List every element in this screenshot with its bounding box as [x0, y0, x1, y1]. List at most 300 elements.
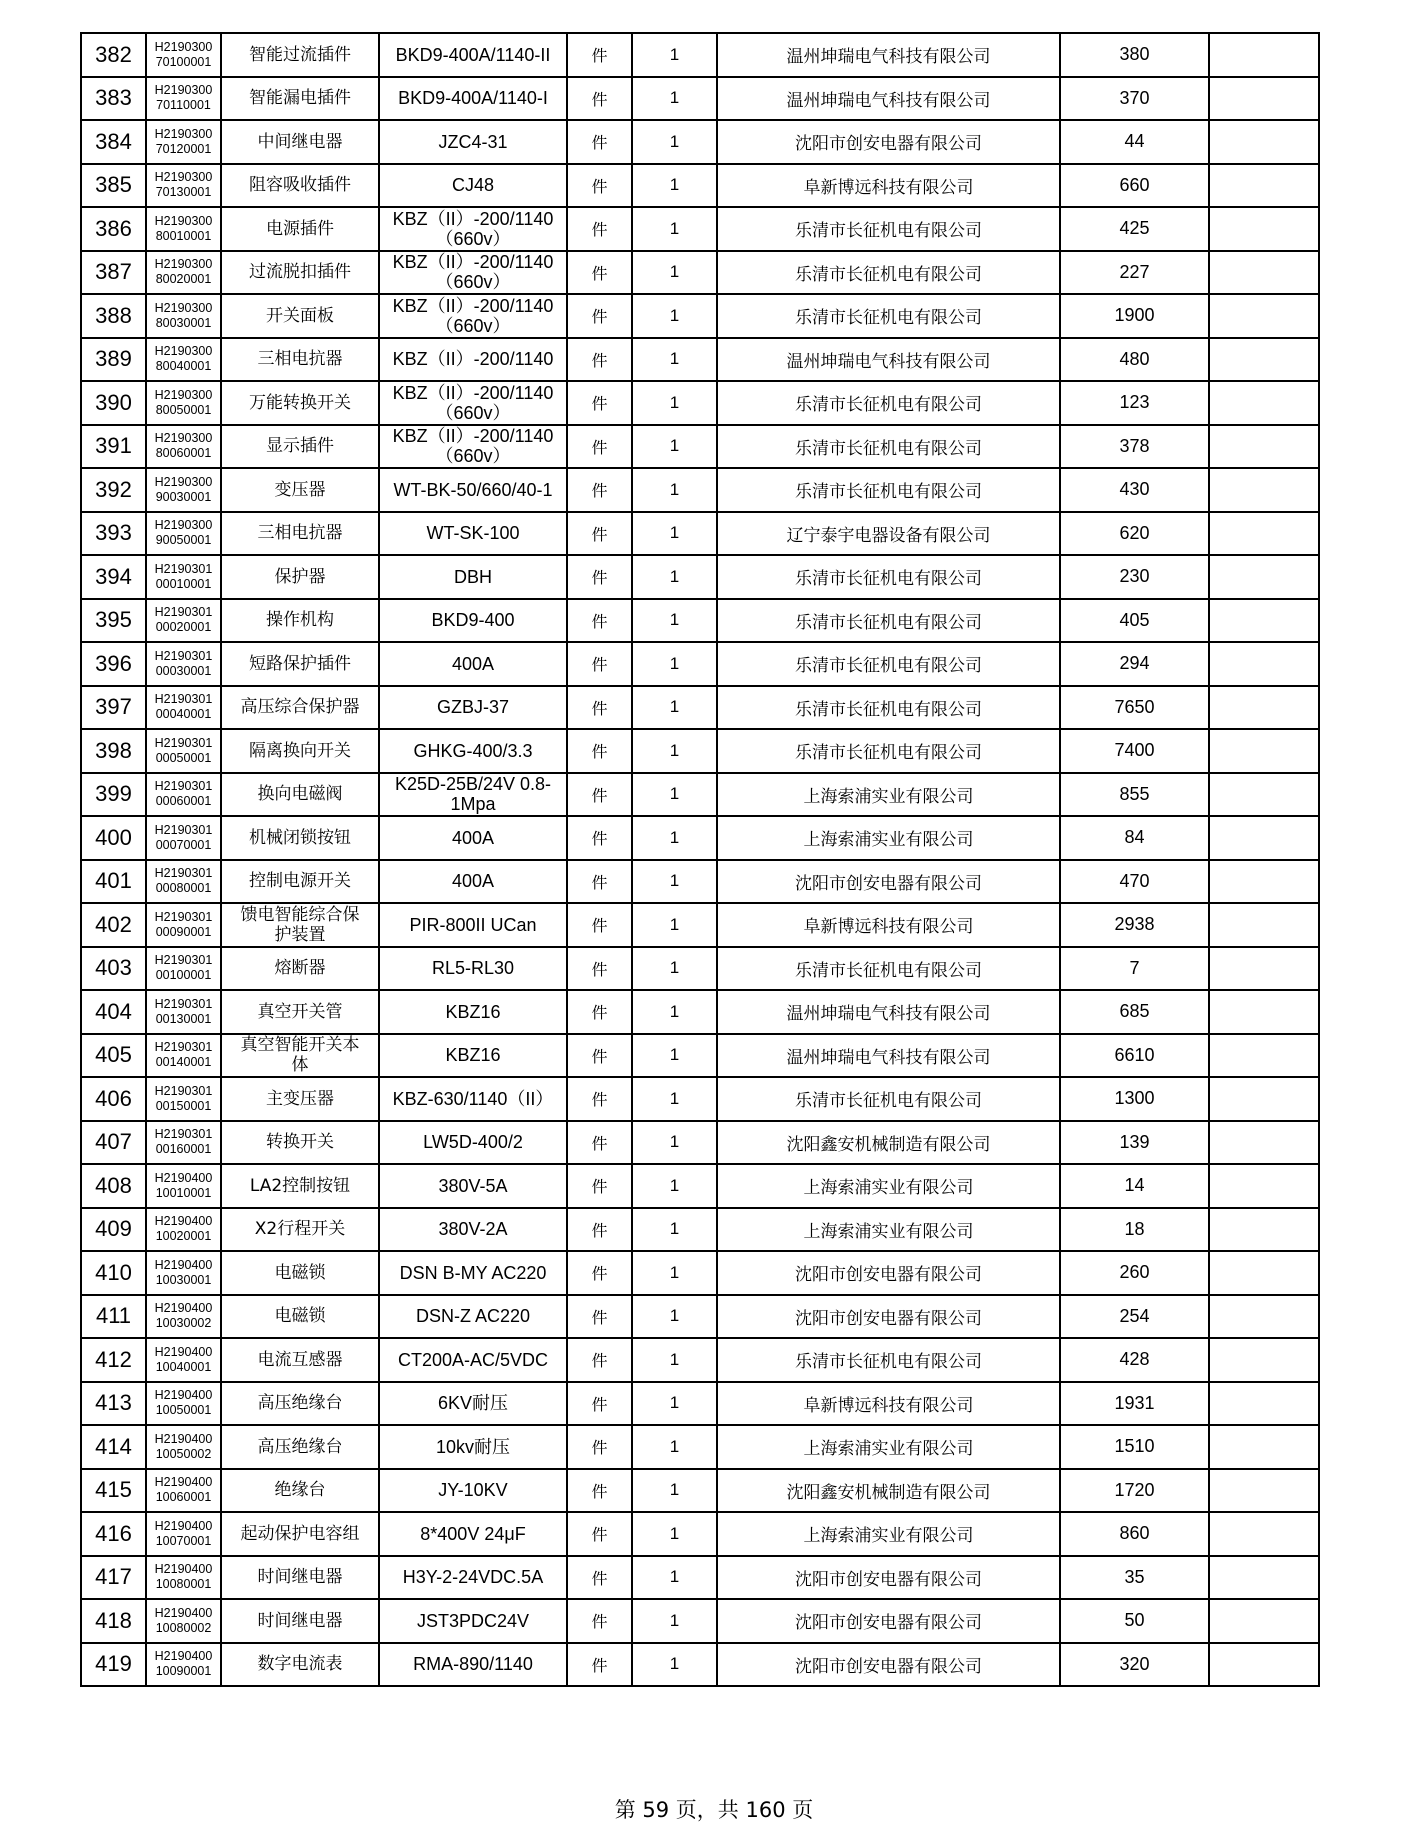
remark-cell — [1209, 468, 1319, 512]
remark-cell — [1209, 555, 1319, 599]
row-number-cell: 411 — [81, 1295, 146, 1339]
material-code-cell: H2190301 00010001 — [146, 555, 221, 599]
model-spec-cell: 380V-2A — [379, 1208, 567, 1252]
item-name-cell: 起动保护电容组 — [221, 1512, 379, 1556]
item-name-cell: 智能漏电插件 — [221, 77, 379, 121]
material-code-cell: H2190400 10080002 — [146, 1599, 221, 1643]
row-number-cell: 409 — [81, 1208, 146, 1252]
material-code-cell: H2190301 00070001 — [146, 816, 221, 860]
item-name-cell: 主变压器 — [221, 1077, 379, 1121]
table-row — [81, 338, 1319, 382]
unit-price-cell: 260 — [1060, 1251, 1209, 1295]
unit-price-cell: 470 — [1060, 860, 1209, 904]
unit-cell: 件 — [567, 1338, 632, 1382]
remark-cell — [1209, 1425, 1319, 1469]
model-spec-cell: JY-10KV — [379, 1469, 567, 1513]
row-number-cell: 395 — [81, 599, 146, 643]
unit-price-cell: 860 — [1060, 1512, 1209, 1556]
item-name-cell: 开关面板 — [221, 294, 379, 338]
supplier-cell: 乐清市长征机电有限公司 — [717, 642, 1060, 686]
row-number-cell: 383 — [81, 77, 146, 121]
quantity-cell: 1 — [632, 1164, 717, 1208]
row-number-cell: 387 — [81, 251, 146, 295]
supplier-cell: 乐清市长征机电有限公司 — [717, 947, 1060, 991]
unit-cell: 件 — [567, 338, 632, 382]
table-row — [81, 1599, 1319, 1643]
supplier-cell: 上海索浦实业有限公司 — [717, 1164, 1060, 1208]
model-spec-cell: 400A — [379, 816, 567, 860]
model-spec-cell: LW5D-400/2 — [379, 1121, 567, 1165]
quantity-cell: 1 — [632, 642, 717, 686]
supplier-cell: 阜新博远科技有限公司 — [717, 164, 1060, 208]
table-row — [81, 1469, 1319, 1513]
quantity-cell: 1 — [632, 1643, 717, 1687]
material-code-cell: H2190300 90030001 — [146, 468, 221, 512]
supplier-cell: 温州坤瑞电气科技有限公司 — [717, 1034, 1060, 1078]
unit-price-cell: 1931 — [1060, 1382, 1209, 1426]
material-code-cell: H2190400 10010001 — [146, 1164, 221, 1208]
material-code-cell: H2190301 00150001 — [146, 1077, 221, 1121]
row-number-cell: 402 — [81, 903, 146, 947]
quantity-cell: 1 — [632, 33, 717, 77]
remark-cell — [1209, 1034, 1319, 1078]
row-number-cell: 408 — [81, 1164, 146, 1208]
row-number-cell: 382 — [81, 33, 146, 77]
unit-price-cell: 660 — [1060, 164, 1209, 208]
unit-price-cell: 294 — [1060, 642, 1209, 686]
remark-cell — [1209, 338, 1319, 382]
parts-price-table — [80, 32, 1320, 1687]
row-number-cell: 404 — [81, 990, 146, 1034]
unit-cell: 件 — [567, 1034, 632, 1078]
material-code-cell: H2190300 70120001 — [146, 120, 221, 164]
model-spec-cell: KBZ（II）-200/1140 — [379, 338, 567, 382]
row-number-cell: 399 — [81, 773, 146, 817]
material-code-cell: H2190400 10050002 — [146, 1425, 221, 1469]
model-spec-cell: GHKG-400/3.3 — [379, 729, 567, 773]
model-spec-cell: BKD9-400 — [379, 599, 567, 643]
supplier-cell: 乐清市长征机电有限公司 — [717, 294, 1060, 338]
item-name-cell: 数字电流表 — [221, 1643, 379, 1687]
model-spec-cell: KBZ（II）-200/1140 （660v） — [379, 425, 567, 469]
material-code-cell: H2190301 00080001 — [146, 860, 221, 904]
table-row — [81, 251, 1319, 295]
supplier-cell: 沈阳市创安电器有限公司 — [717, 1295, 1060, 1339]
remark-cell — [1209, 512, 1319, 556]
unit-cell: 件 — [567, 642, 632, 686]
remark-cell — [1209, 1643, 1319, 1687]
unit-price-cell: 425 — [1060, 207, 1209, 251]
model-spec-cell: BKD9-400A/1140-II — [379, 33, 567, 77]
supplier-cell: 上海索浦实业有限公司 — [717, 1425, 1060, 1469]
table-row — [81, 686, 1319, 730]
quantity-cell: 1 — [632, 77, 717, 121]
material-code-cell: H2190400 10050001 — [146, 1382, 221, 1426]
unit-price-cell: 320 — [1060, 1643, 1209, 1687]
model-spec-cell: 400A — [379, 642, 567, 686]
unit-price-cell: 7400 — [1060, 729, 1209, 773]
row-number-cell: 398 — [81, 729, 146, 773]
model-spec-cell: 400A — [379, 860, 567, 904]
material-code-cell: H2190301 00060001 — [146, 773, 221, 817]
material-code-cell: H2190301 00140001 — [146, 1034, 221, 1078]
quantity-cell: 1 — [632, 599, 717, 643]
material-code-cell: H2190400 10020001 — [146, 1208, 221, 1252]
unit-cell: 件 — [567, 251, 632, 295]
table-row — [81, 773, 1319, 817]
table-row — [81, 425, 1319, 469]
unit-price-cell: 18 — [1060, 1208, 1209, 1252]
item-name-cell: LA2控制按钮 — [221, 1164, 379, 1208]
table-row — [81, 947, 1319, 991]
remark-cell — [1209, 729, 1319, 773]
unit-price-cell: 44 — [1060, 120, 1209, 164]
item-name-cell: 高压绝缘台 — [221, 1382, 379, 1426]
table-row — [81, 599, 1319, 643]
unit-cell: 件 — [567, 1295, 632, 1339]
remark-cell — [1209, 33, 1319, 77]
table-row — [81, 1121, 1319, 1165]
row-number-cell: 393 — [81, 512, 146, 556]
supplier-cell: 乐清市长征机电有限公司 — [717, 381, 1060, 425]
material-code-cell: H2190301 00020001 — [146, 599, 221, 643]
unit-price-cell: 2938 — [1060, 903, 1209, 947]
table-row — [81, 1077, 1319, 1121]
table-body — [81, 33, 1319, 1686]
row-number-cell: 397 — [81, 686, 146, 730]
unit-price-cell: 1900 — [1060, 294, 1209, 338]
supplier-cell: 乐清市长征机电有限公司 — [717, 425, 1060, 469]
row-number-cell: 412 — [81, 1338, 146, 1382]
item-name-cell: 时间继电器 — [221, 1599, 379, 1643]
quantity-cell: 1 — [632, 294, 717, 338]
item-name-cell: 高压绝缘台 — [221, 1425, 379, 1469]
item-name-cell: 三相电抗器 — [221, 512, 379, 556]
unit-price-cell: 620 — [1060, 512, 1209, 556]
table-row — [81, 729, 1319, 773]
remark-cell — [1209, 1295, 1319, 1339]
model-spec-cell: CJ48 — [379, 164, 567, 208]
material-code-cell: H2190400 10080001 — [146, 1556, 221, 1600]
item-name-cell: 电流互感器 — [221, 1338, 379, 1382]
unit-cell: 件 — [567, 903, 632, 947]
table-row — [81, 1556, 1319, 1600]
row-number-cell: 419 — [81, 1643, 146, 1687]
supplier-cell: 阜新博远科技有限公司 — [717, 903, 1060, 947]
remark-cell — [1209, 1338, 1319, 1382]
model-spec-cell: PIR-800II UCan — [379, 903, 567, 947]
quantity-cell: 1 — [632, 1121, 717, 1165]
material-code-cell: H2190400 10060001 — [146, 1469, 221, 1513]
unit-cell: 件 — [567, 33, 632, 77]
model-spec-cell: KBZ（II）-200/1140 （660v） — [379, 251, 567, 295]
unit-cell: 件 — [567, 1208, 632, 1252]
remark-cell — [1209, 1208, 1319, 1252]
quantity-cell: 1 — [632, 251, 717, 295]
table-row — [81, 1208, 1319, 1252]
remark-cell — [1209, 251, 1319, 295]
supplier-cell: 沈阳市创安电器有限公司 — [717, 1251, 1060, 1295]
item-name-cell: 电源插件 — [221, 207, 379, 251]
table-row — [81, 860, 1319, 904]
material-code-cell: H2190400 10090001 — [146, 1643, 221, 1687]
material-code-cell: H2190301 00160001 — [146, 1121, 221, 1165]
quantity-cell: 1 — [632, 1382, 717, 1426]
unit-cell: 件 — [567, 816, 632, 860]
quantity-cell: 1 — [632, 1425, 717, 1469]
item-name-cell: 转换开关 — [221, 1121, 379, 1165]
quantity-cell: 1 — [632, 1469, 717, 1513]
unit-price-cell: 50 — [1060, 1599, 1209, 1643]
unit-price-cell: 370 — [1060, 77, 1209, 121]
unit-cell: 件 — [567, 512, 632, 556]
unit-price-cell: 139 — [1060, 1121, 1209, 1165]
table-row — [81, 903, 1319, 947]
unit-price-cell: 685 — [1060, 990, 1209, 1034]
quantity-cell: 1 — [632, 1599, 717, 1643]
model-spec-cell: RMA-890/1140 — [379, 1643, 567, 1687]
unit-cell: 件 — [567, 1251, 632, 1295]
supplier-cell: 温州坤瑞电气科技有限公司 — [717, 338, 1060, 382]
remark-cell — [1209, 642, 1319, 686]
supplier-cell: 乐清市长征机电有限公司 — [717, 251, 1060, 295]
item-name-cell: 机械闭锁按钮 — [221, 816, 379, 860]
item-name-cell: 过流脱扣插件 — [221, 251, 379, 295]
unit-price-cell: 480 — [1060, 338, 1209, 382]
material-code-cell: H2190301 00090001 — [146, 903, 221, 947]
quantity-cell: 1 — [632, 1512, 717, 1556]
model-spec-cell: 6KV耐压 — [379, 1382, 567, 1426]
unit-price-cell: 35 — [1060, 1556, 1209, 1600]
row-number-cell: 405 — [81, 1034, 146, 1078]
row-number-cell: 414 — [81, 1425, 146, 1469]
quantity-cell: 1 — [632, 1556, 717, 1600]
row-number-cell: 392 — [81, 468, 146, 512]
supplier-cell: 乐清市长征机电有限公司 — [717, 468, 1060, 512]
model-spec-cell: H3Y-2-24VDC.5A — [379, 1556, 567, 1600]
item-name-cell: 保护器 — [221, 555, 379, 599]
remark-cell — [1209, 1599, 1319, 1643]
unit-cell: 件 — [567, 1643, 632, 1687]
model-spec-cell: JST3PDC24V — [379, 1599, 567, 1643]
unit-cell: 件 — [567, 686, 632, 730]
row-number-cell: 394 — [81, 555, 146, 599]
table-row — [81, 1295, 1319, 1339]
model-spec-cell: GZBJ-37 — [379, 686, 567, 730]
unit-cell: 件 — [567, 1469, 632, 1513]
material-code-cell: H2190301 00040001 — [146, 686, 221, 730]
remark-cell — [1209, 1556, 1319, 1600]
quantity-cell: 1 — [632, 990, 717, 1034]
row-number-cell: 403 — [81, 947, 146, 991]
remark-cell — [1209, 860, 1319, 904]
supplier-cell: 乐清市长征机电有限公司 — [717, 555, 1060, 599]
item-name-cell: 智能过流插件 — [221, 33, 379, 77]
item-name-cell: 电磁锁 — [221, 1251, 379, 1295]
quantity-cell: 1 — [632, 1208, 717, 1252]
supplier-cell: 上海索浦实业有限公司 — [717, 1512, 1060, 1556]
unit-price-cell: 430 — [1060, 468, 1209, 512]
remark-cell — [1209, 164, 1319, 208]
item-name-cell: 中间继电器 — [221, 120, 379, 164]
row-number-cell: 410 — [81, 1251, 146, 1295]
item-name-cell: 阻容吸收插件 — [221, 164, 379, 208]
remark-cell — [1209, 903, 1319, 947]
quantity-cell: 1 — [632, 164, 717, 208]
model-spec-cell: CT200A-AC/5VDC — [379, 1338, 567, 1382]
unit-price-cell: 6610 — [1060, 1034, 1209, 1078]
model-spec-cell: BKD9-400A/1140-I — [379, 77, 567, 121]
model-spec-cell: K25D-25B/24V 0.8- 1Mpa — [379, 773, 567, 817]
table-row — [81, 120, 1319, 164]
item-name-cell: 显示插件 — [221, 425, 379, 469]
supplier-cell: 温州坤瑞电气科技有限公司 — [717, 33, 1060, 77]
supplier-cell: 乐清市长征机电有限公司 — [717, 599, 1060, 643]
supplier-cell: 上海索浦实业有限公司 — [717, 773, 1060, 817]
table-row — [81, 555, 1319, 599]
unit-cell: 件 — [567, 990, 632, 1034]
item-name-cell: 电磁锁 — [221, 1295, 379, 1339]
unit-cell: 件 — [567, 860, 632, 904]
row-number-cell: 418 — [81, 1599, 146, 1643]
table-row — [81, 77, 1319, 121]
remark-cell — [1209, 1512, 1319, 1556]
unit-cell: 件 — [567, 468, 632, 512]
table-row — [81, 468, 1319, 512]
table-row — [81, 33, 1319, 77]
row-number-cell: 388 — [81, 294, 146, 338]
table-row — [81, 1512, 1319, 1556]
quantity-cell: 1 — [632, 512, 717, 556]
model-spec-cell: DBH — [379, 555, 567, 599]
quantity-cell: 1 — [632, 1251, 717, 1295]
item-name-cell: 隔离换向开关 — [221, 729, 379, 773]
supplier-cell: 沈阳鑫安机械制造有限公司 — [717, 1121, 1060, 1165]
row-number-cell: 385 — [81, 164, 146, 208]
unit-cell: 件 — [567, 729, 632, 773]
table-row — [81, 1643, 1319, 1687]
item-name-cell: 真空智能开关本 体 — [221, 1034, 379, 1078]
quantity-cell: 1 — [632, 1034, 717, 1078]
remark-cell — [1209, 1251, 1319, 1295]
table-row — [81, 512, 1319, 556]
row-number-cell: 407 — [81, 1121, 146, 1165]
row-number-cell: 415 — [81, 1469, 146, 1513]
quantity-cell: 1 — [632, 120, 717, 164]
unit-price-cell: 378 — [1060, 425, 1209, 469]
supplier-cell: 沈阳市创安电器有限公司 — [717, 1556, 1060, 1600]
supplier-cell: 乐清市长征机电有限公司 — [717, 686, 1060, 730]
unit-cell: 件 — [567, 1382, 632, 1426]
row-number-cell: 401 — [81, 860, 146, 904]
material-code-cell: H2190301 00100001 — [146, 947, 221, 991]
model-spec-cell: KBZ16 — [379, 1034, 567, 1078]
quantity-cell: 1 — [632, 773, 717, 817]
material-code-cell: H2190300 90050001 — [146, 512, 221, 556]
model-spec-cell: RL5-RL30 — [379, 947, 567, 991]
remark-cell — [1209, 381, 1319, 425]
remark-cell — [1209, 1121, 1319, 1165]
row-number-cell: 389 — [81, 338, 146, 382]
remark-cell — [1209, 599, 1319, 643]
quantity-cell: 1 — [632, 947, 717, 991]
supplier-cell: 沈阳市创安电器有限公司 — [717, 1599, 1060, 1643]
material-code-cell: H2190400 10040001 — [146, 1338, 221, 1382]
unit-cell: 件 — [567, 773, 632, 817]
table-row — [81, 294, 1319, 338]
remark-cell — [1209, 77, 1319, 121]
unit-price-cell: 428 — [1060, 1338, 1209, 1382]
quantity-cell: 1 — [632, 686, 717, 730]
quantity-cell: 1 — [632, 729, 717, 773]
table-row — [81, 1338, 1319, 1382]
quantity-cell: 1 — [632, 1295, 717, 1339]
unit-cell: 件 — [567, 207, 632, 251]
row-number-cell: 417 — [81, 1556, 146, 1600]
material-code-cell: H2190300 80060001 — [146, 425, 221, 469]
unit-cell: 件 — [567, 1164, 632, 1208]
unit-cell: 件 — [567, 425, 632, 469]
unit-cell: 件 — [567, 1599, 632, 1643]
item-name-cell: 真空开关管 — [221, 990, 379, 1034]
unit-price-cell: 405 — [1060, 599, 1209, 643]
item-name-cell: 熔断器 — [221, 947, 379, 991]
supplier-cell: 沈阳市创安电器有限公司 — [717, 860, 1060, 904]
quantity-cell: 1 — [632, 1338, 717, 1382]
supplier-cell: 阜新博远科技有限公司 — [717, 1382, 1060, 1426]
remark-cell — [1209, 773, 1319, 817]
item-name-cell: X2行程开关 — [221, 1208, 379, 1252]
material-code-cell: H2190301 00050001 — [146, 729, 221, 773]
table-row — [81, 207, 1319, 251]
supplier-cell: 乐清市长征机电有限公司 — [717, 207, 1060, 251]
table-row — [81, 381, 1319, 425]
supplier-cell: 上海索浦实业有限公司 — [717, 816, 1060, 860]
material-code-cell: H2190400 10070001 — [146, 1512, 221, 1556]
supplier-cell: 乐清市长征机电有限公司 — [717, 1338, 1060, 1382]
quantity-cell: 1 — [632, 903, 717, 947]
item-name-cell: 换向电磁阀 — [221, 773, 379, 817]
unit-cell: 件 — [567, 599, 632, 643]
remark-cell — [1209, 686, 1319, 730]
material-code-cell: H2190300 80050001 — [146, 381, 221, 425]
quantity-cell: 1 — [632, 1077, 717, 1121]
item-name-cell: 控制电源开关 — [221, 860, 379, 904]
quantity-cell: 1 — [632, 816, 717, 860]
remark-cell — [1209, 207, 1319, 251]
material-code-cell: H2190300 80010001 — [146, 207, 221, 251]
model-spec-cell: DSN-Z AC220 — [379, 1295, 567, 1339]
model-spec-cell: KBZ（II）-200/1140 （660v） — [379, 294, 567, 338]
row-number-cell: 416 — [81, 1512, 146, 1556]
model-spec-cell: DSN B-MY AC220 — [379, 1251, 567, 1295]
row-number-cell: 413 — [81, 1382, 146, 1426]
remark-cell — [1209, 1469, 1319, 1513]
unit-cell: 件 — [567, 120, 632, 164]
row-number-cell: 391 — [81, 425, 146, 469]
remark-cell — [1209, 294, 1319, 338]
unit-cell: 件 — [567, 381, 632, 425]
unit-cell: 件 — [567, 1425, 632, 1469]
unit-cell: 件 — [567, 1077, 632, 1121]
item-name-cell: 高压综合保护器 — [221, 686, 379, 730]
item-name-cell: 万能转换开关 — [221, 381, 379, 425]
table-row — [81, 1425, 1319, 1469]
unit-cell: 件 — [567, 1556, 632, 1600]
unit-cell: 件 — [567, 947, 632, 991]
remark-cell — [1209, 816, 1319, 860]
table-row — [81, 1251, 1319, 1295]
